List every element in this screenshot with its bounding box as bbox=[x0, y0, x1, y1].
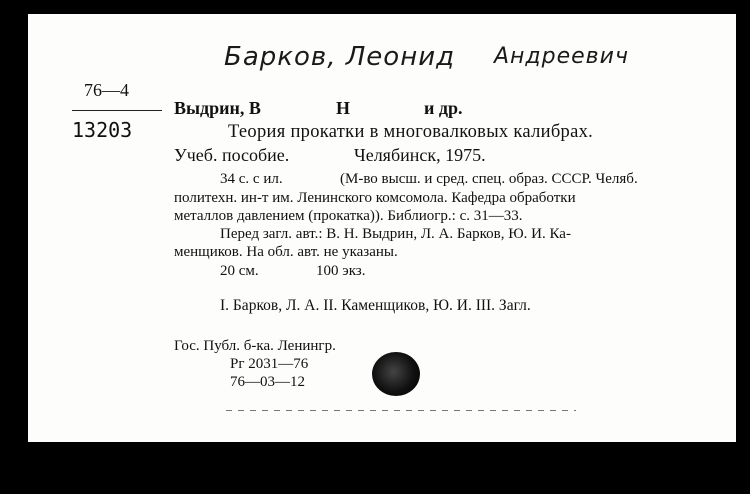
handwritten-patronymic: Андреевич bbox=[494, 44, 629, 69]
title-line-1: Теория прокатки в многовалковых калибрах. bbox=[228, 122, 594, 142]
pages: 34 с. с ил. bbox=[220, 171, 283, 187]
series-line-2: политехн. ин-т им. Ленинского комсомола. Кафедра обработки bbox=[174, 190, 576, 206]
scan-border-bottom bbox=[0, 452, 750, 494]
footer-code-2: 76—03—12 bbox=[230, 374, 305, 390]
series-line-3: металлов давлением (прокатка)). Библиогр.: с. 31—33. bbox=[174, 208, 523, 224]
shelf-mark-rule bbox=[72, 110, 162, 111]
tracings: I. Барков, Л. А. II. Каменщиков, Ю. И. III. Загл. bbox=[220, 297, 531, 314]
faint-dotted-line bbox=[226, 410, 576, 411]
series-line-1: (М-во высш. и сред. спец. образ. СССР. Челяб. bbox=[340, 171, 638, 187]
author-suffix: и др. bbox=[424, 98, 463, 118]
shelf-mark-lower: 13203 bbox=[72, 118, 133, 142]
author: Выдрин, В bbox=[174, 98, 261, 118]
ink-stamp bbox=[372, 352, 420, 396]
title-line-2: Учеб. пособие. bbox=[174, 145, 290, 165]
scan-border-left bbox=[0, 0, 28, 494]
shelf-mark-upper: 76—4 bbox=[84, 80, 129, 100]
catalog-card bbox=[28, 14, 736, 442]
author-initial: Н bbox=[336, 98, 351, 118]
print-run: 100 экз. bbox=[316, 263, 366, 279]
note-line-2: менщиков. На обл. авт. не указаны. bbox=[174, 244, 398, 260]
footer-library: Гос. Публ. б-ка. Ленингр. bbox=[174, 338, 336, 354]
place-year: Челябинск, 1975. bbox=[354, 145, 486, 165]
handwritten-name: Барков, Леонид bbox=[224, 42, 456, 72]
note-line-1: Перед загл. авт.: В. Н. Выдрин, Л. А. Барков, Ю. И. Ка- bbox=[220, 226, 571, 242]
footer-code-1: Рг 2031—76 bbox=[230, 356, 309, 372]
size: 20 см. bbox=[220, 263, 259, 279]
